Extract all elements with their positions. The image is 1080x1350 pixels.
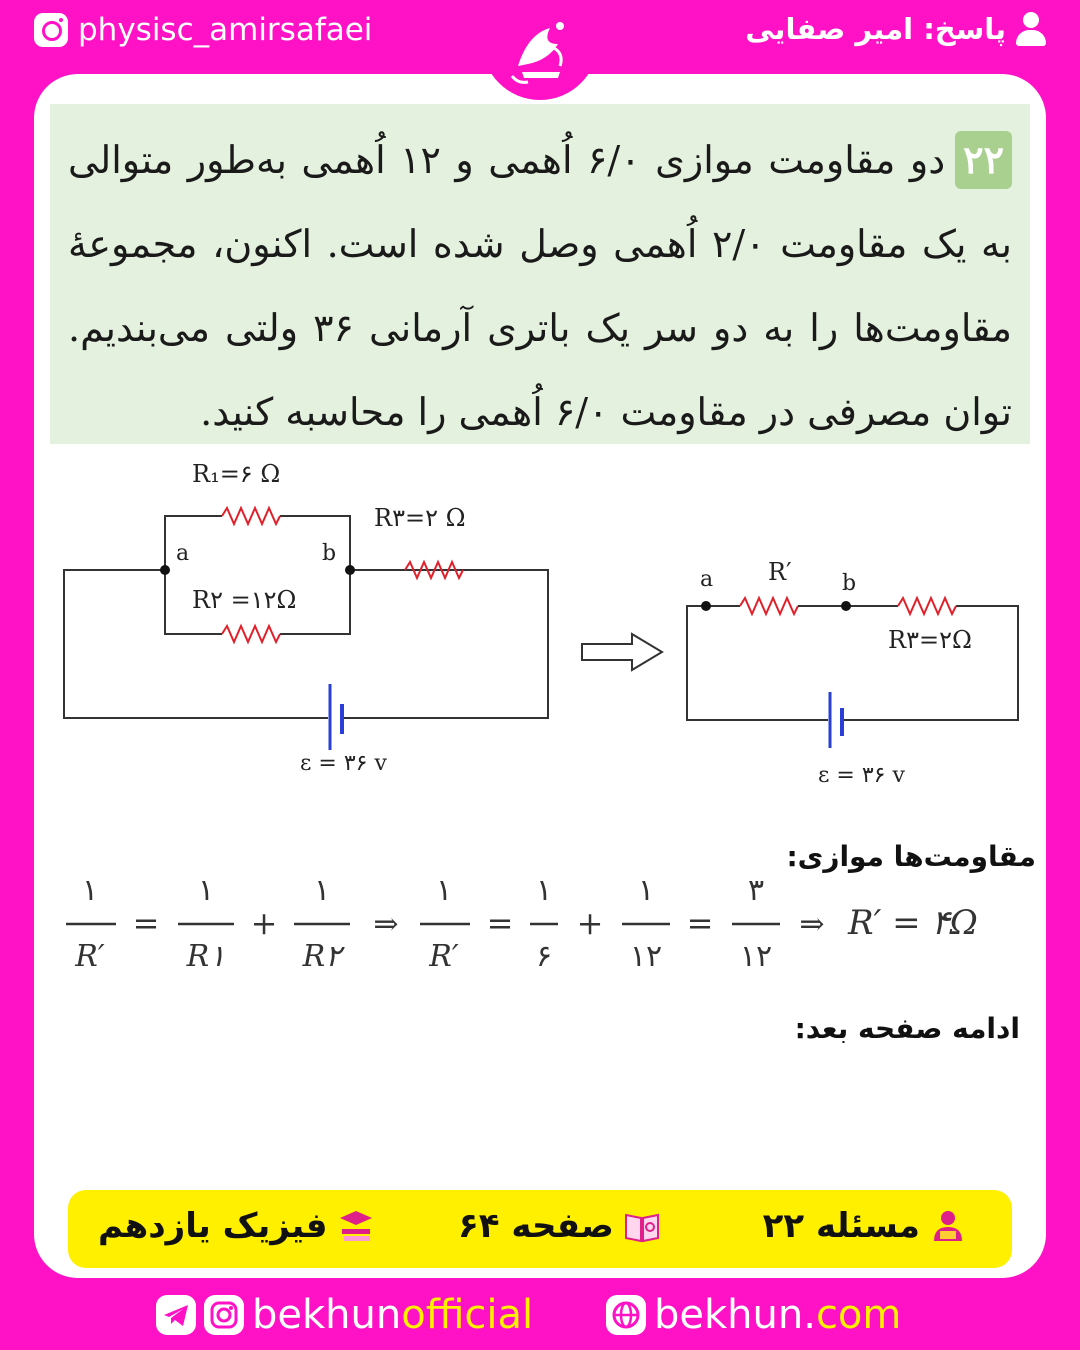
- open-book-icon: [624, 1209, 660, 1243]
- book-title-item: [98, 1206, 374, 1246]
- frac7-den: ۱۲: [739, 939, 773, 974]
- svg-text:=: =: [686, 904, 714, 942]
- site-text: [654, 1292, 901, 1338]
- problem-number-item: [763, 1206, 966, 1246]
- frac3-num: ۱: [313, 873, 331, 908]
- svg-text:=: =: [486, 904, 514, 942]
- svg-text:⇒: ⇒: [799, 907, 825, 942]
- social-bar: [0, 1282, 1080, 1350]
- frac5-den: ۶: [535, 939, 553, 974]
- frac6-num: ۱: [637, 873, 655, 908]
- brand-logo-icon: [498, 14, 582, 94]
- left-circuit: [64, 460, 548, 776]
- handle-accent: official: [401, 1292, 534, 1338]
- svg-text:=: =: [132, 904, 160, 942]
- frac2-den: R۱: [186, 939, 226, 974]
- frac7-num: ۳: [747, 873, 765, 908]
- formula-result: R′ = ۴Ω: [848, 903, 978, 943]
- resistor-rprime: [740, 598, 798, 614]
- resistor-r2: [222, 626, 280, 642]
- site-main: bekhun.: [654, 1292, 816, 1338]
- handle-main: bekhun: [252, 1292, 402, 1338]
- instagram-icon-bottom[interactable]: [204, 1295, 244, 1335]
- label-r3-right: R۳=۲Ω: [888, 626, 972, 654]
- right-circuit: [687, 558, 1018, 788]
- frac4-den: R′: [429, 939, 459, 974]
- frac6-den: ۱۲: [629, 939, 663, 974]
- globe-icon: [606, 1295, 646, 1335]
- label-node-a-left: a: [176, 541, 190, 566]
- instagram-handle-text: physisc_amirsafaei: [78, 12, 373, 48]
- site-accent: com: [815, 1292, 902, 1338]
- author-label: پاسخ: امیر صفایی: [745, 12, 1006, 46]
- label-r3-left: R۳=۲ Ω: [374, 504, 466, 532]
- equivalence-arrow: [582, 634, 662, 670]
- website-link[interactable]: [606, 1292, 901, 1338]
- frac5-num: ۱: [535, 873, 553, 908]
- circuit-diagrams: [50, 448, 1040, 808]
- label-emf-left: ε = ۳۶ v: [300, 751, 387, 776]
- social-handle[interactable]: [156, 1292, 533, 1338]
- graduation-books-icon: [338, 1209, 374, 1243]
- continue-heading: ادامه صفحه بعد:: [794, 1012, 1020, 1045]
- user-icon: [1016, 12, 1046, 46]
- label-rprime: R′: [768, 558, 792, 586]
- brand-logo-badge: [482, 10, 598, 100]
- page-number-item: [458, 1206, 660, 1246]
- problem-box: [50, 104, 1030, 444]
- parallel-heading: مقاومت‌ها موازی:: [786, 840, 1036, 873]
- label-node-b-left: b: [322, 541, 337, 566]
- frac2-num: ۱: [197, 873, 215, 908]
- book-label: فیزیک یازدهم: [98, 1206, 328, 1246]
- teacher-icon: [930, 1209, 966, 1243]
- label-node-b-right: b: [842, 571, 857, 596]
- page-label: صفحه ۶۴: [458, 1206, 614, 1246]
- problem-label: مسئله ۲۲: [762, 1206, 920, 1246]
- problem-text: دو مقاومت موازی ۶/۰ اُهمی و ۱۲ اُهمی به‌طور متوالی به یک مقاومت ۲/۰ اُهمی وصل شده است. اکنون، مجموعهٔ مقاومت‌ها را به دو سر یک باتری آرمانی ۳۶ ولتی می‌بندیم. توان مصرفی در مقاومت ۶/۰ اُهمی را محاسبه کنید.: [68, 138, 1012, 434]
- problem-paragraph: [50, 104, 1030, 454]
- frac3-den: R۲: [302, 939, 342, 974]
- svg-text:+: +: [250, 904, 278, 942]
- svg-text:⇒: ⇒: [373, 907, 399, 942]
- problem-number-badge: ۲۲: [955, 131, 1012, 189]
- label-node-a-right: a: [700, 567, 714, 592]
- svg-text:+: +: [576, 904, 604, 942]
- instagram-handle[interactable]: [34, 12, 372, 48]
- instagram-icon: [34, 13, 68, 47]
- author-credit: [745, 12, 1046, 46]
- frac1-num: ۱: [81, 873, 99, 908]
- frac1-den: R′: [75, 939, 105, 974]
- resistor-r1: [222, 508, 280, 524]
- parallel-resistance-formula: [60, 868, 1020, 988]
- label-r1: R₁=۶ Ω: [192, 460, 281, 488]
- label-emf-right: ε = ۳۶ v: [818, 763, 905, 788]
- info-bar: [68, 1190, 1012, 1268]
- handle-text: [252, 1292, 533, 1338]
- label-r2: R۲ =۱۲Ω: [192, 586, 297, 614]
- frac4-num: ۱: [435, 873, 453, 908]
- resistor-r3-right: [898, 598, 956, 614]
- telegram-icon[interactable]: [156, 1295, 196, 1335]
